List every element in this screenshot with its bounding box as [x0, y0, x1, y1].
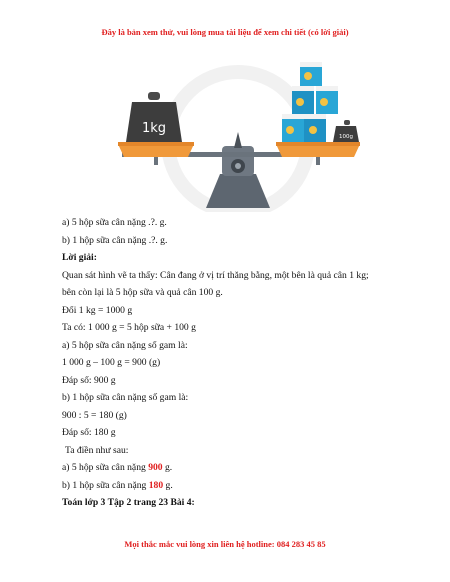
milk-box	[300, 62, 322, 86]
milk-box	[292, 86, 314, 114]
text-line: a) 5 hộp sữa cân nặng số gam là:	[62, 339, 188, 351]
left-pan	[118, 142, 194, 165]
text-line: Đáp số: 900 g	[62, 374, 116, 386]
answer-b-prefix: b) 1 hộp sữa cân nặng	[62, 479, 149, 491]
milk-box	[304, 114, 326, 142]
answer-a-value: 900	[148, 462, 163, 473]
scale-base	[206, 132, 270, 208]
solution-heading: Lời giải:	[62, 252, 97, 263]
milk-box	[282, 114, 304, 142]
text-line: Quan sát hình vẽ ta thấy: Cân đang ở vị trí thăng bằng, một bên là quả cân 1 kg;	[62, 269, 369, 281]
text-line: 1 000 g – 100 g = 900 (g)	[62, 357, 161, 368]
footer-banner: Mọi thắc mắc vui lòng xin liên hệ hotline: 084 283 45 85	[124, 539, 326, 549]
weight-label: 1kg	[141, 121, 167, 136]
next-exercise-title: Toán lớp 3 Tập 2 trang 23 Bài 4:	[62, 497, 195, 508]
text-line: Ta có: 1 000 g = 5 hộp sữa + 100 g	[62, 322, 196, 333]
text-line: b) 1 hộp sữa cân nặng số gam là:	[62, 392, 189, 403]
text-line: bên còn lại là 5 hộp sữa và quả cân 100 g.	[62, 287, 223, 298]
answer-b-value: 180	[148, 479, 164, 491]
text-line: b) 1 hộp sữa cân nặng .?. g.	[62, 234, 168, 246]
text-line: Đổi 1 kg = 1000 g	[62, 304, 133, 316]
answer-a-line	[62, 459, 422, 477]
text-line: Ta điền như sau:	[65, 444, 129, 456]
text-line: a) 5 hộp sữa cân nặng .?. g.	[62, 217, 167, 228]
one-kg-weight	[126, 92, 182, 142]
solution-text	[62, 214, 422, 512]
balance-scale-figure	[110, 62, 366, 212]
answer-a-prefix: a) 5 hộp sữa cân nặng	[62, 462, 149, 473]
one-hundred-gram-weight	[333, 120, 359, 142]
text-line: Đáp số: 180 g	[62, 427, 116, 438]
header-banner: Đây là bản xem thử, vui lòng mua tài liệu để xem chi tiết (có lời giải)	[101, 27, 349, 37]
right-pan	[276, 142, 360, 165]
milk-box	[316, 86, 338, 114]
text-line: 900 : 5 = 180 (g)	[62, 409, 127, 421]
small-weight-label: 100g	[339, 134, 353, 140]
answer-b-suffix: g.	[163, 479, 173, 491]
answer-a-suffix: g.	[162, 462, 173, 473]
answer-b-line	[62, 477, 422, 495]
